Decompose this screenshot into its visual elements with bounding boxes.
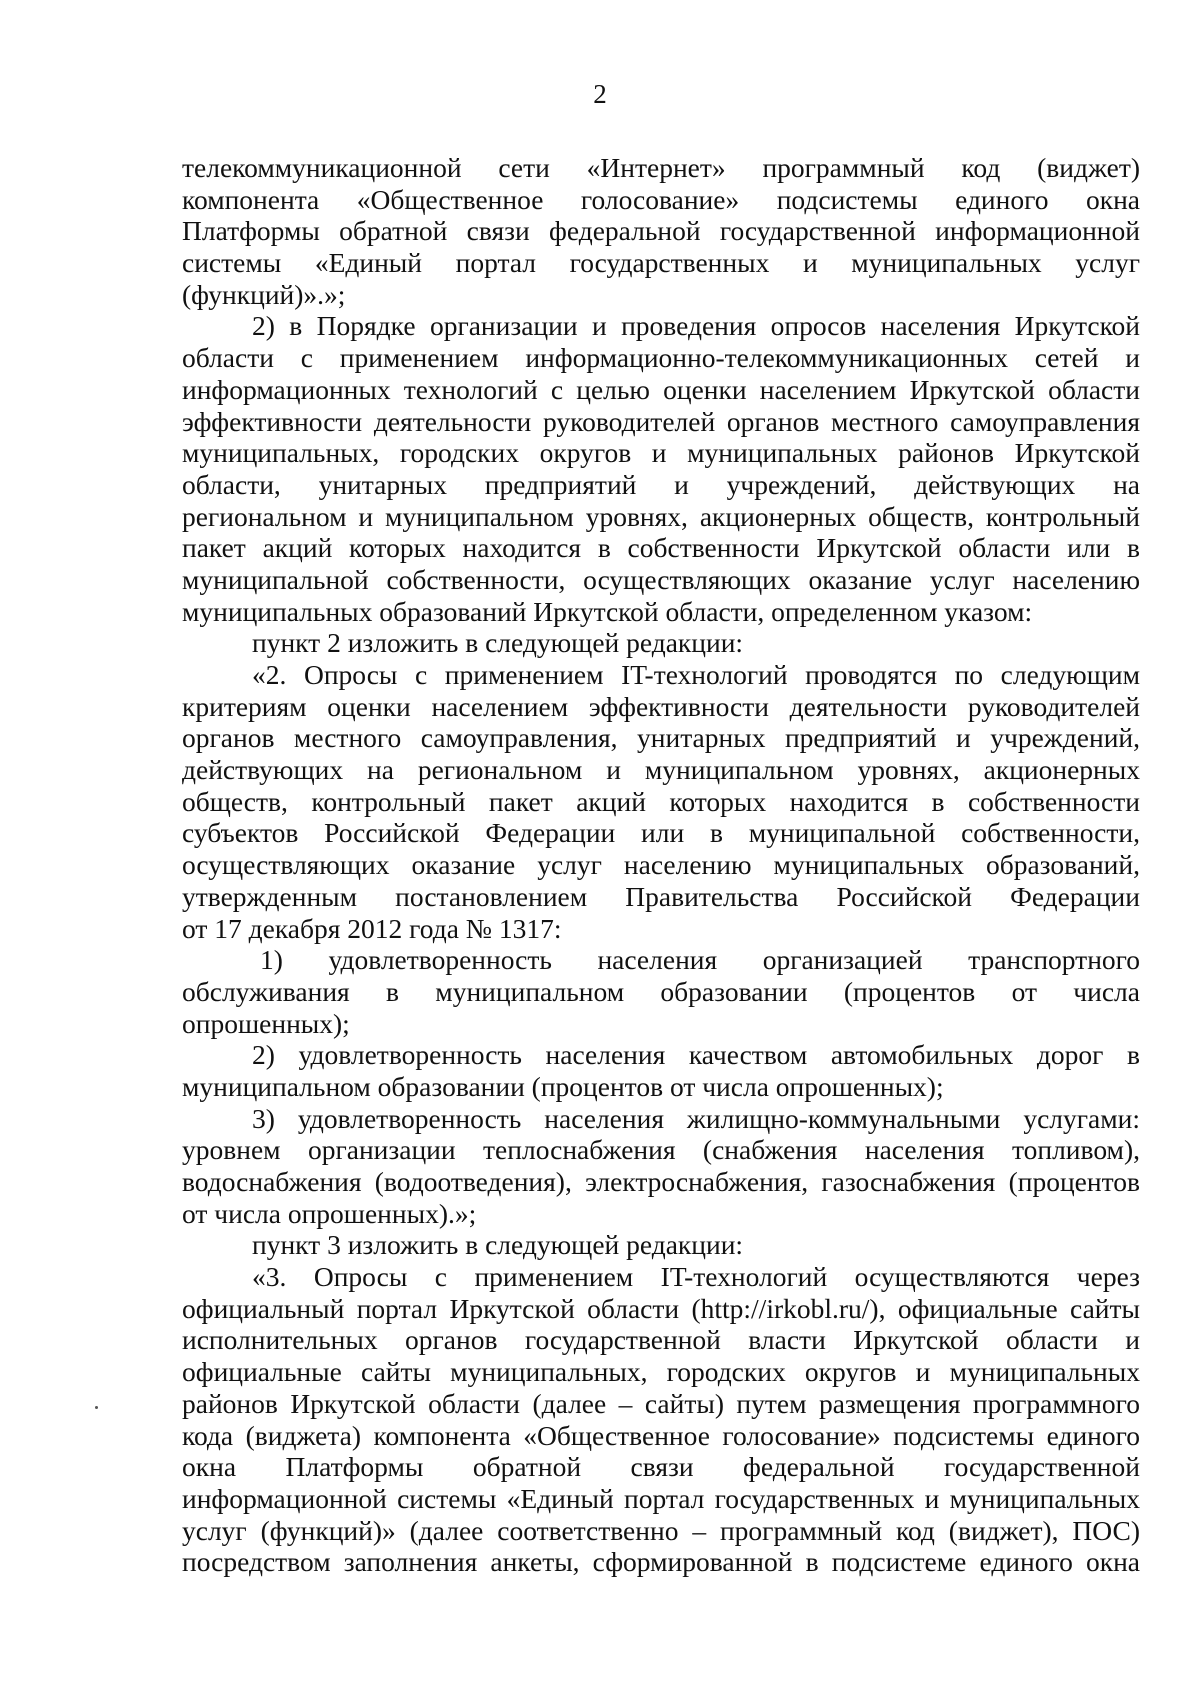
text-line: пункт 3 изложить в следующей редакции: [252, 1229, 744, 1261]
text-line: исполнительных органов государственной власти Иркутской области и [182, 1324, 1140, 1356]
text-line: окна Платформы обратной связи федеральной государственной [182, 1451, 1140, 1483]
text-line: услуг (функций)» (далее соответственно – программный код (виджет), ПОС) [182, 1514, 1140, 1546]
text-line: компонента «Общественное голосование» подсистемы единого окна [182, 183, 1140, 215]
text-line: осуществляющих оказание услуг населению муниципальных образований, [182, 849, 1140, 881]
text-line: области, унитарных предприятий и учреждений, действующих на [182, 468, 1140, 500]
text-line: органов местного самоуправления, унитарных предприятий и учреждений, [182, 722, 1140, 754]
text-line: (функций)».»; [182, 278, 346, 310]
text-line: 1) удовлетворенность населения организацией транспортного [260, 944, 1140, 976]
text-line: районов Иркутской области (далее – сайты) путем размещения программного [182, 1387, 1140, 1419]
text-line: «3. Опросы с применением IT-технологий осуществляются через [252, 1261, 1140, 1293]
text-line: 3) удовлетворенность населения жилищно-коммунальными услугами: [252, 1102, 1140, 1134]
text-line: 2) в Порядке организации и проведения опросов населения Иркутской [252, 310, 1140, 342]
text-line: обществ, контрольный пакет акций которых находится в собственности [182, 785, 1140, 817]
text-line: информационной системы «Единый портал государственных и муниципальных [182, 1482, 1140, 1514]
text-line: муниципальной собственности, осуществляющих оказание услуг населению [182, 563, 1140, 595]
text-line: 2) удовлетворенность населения качеством автомобильных дорог в [252, 1039, 1140, 1071]
text-line: Платформы обратной связи федеральной государственной информационной [182, 215, 1140, 247]
text-line: региональном и муниципальном уровнях, акционерных обществ, контрольный [182, 500, 1140, 532]
text-line: утвержденным постановлением Правительства Российской Федерации [182, 880, 1140, 912]
text-line: кода (виджета) компонента «Общественное голосование» подсистемы единого [182, 1419, 1140, 1451]
text-line: от 17 декабря 2012 года № 1317: [182, 912, 562, 944]
text-line: уровнем организации теплоснабжения (снабжения населения топливом), [182, 1134, 1140, 1166]
text-line: субъектов Российской Федерации или в муниципальной собственности, [182, 817, 1140, 849]
text-line: официальный портал Иркутской области (http://irkobl.ru/), официальные сайты [182, 1292, 1140, 1324]
text-line: обслуживания в муниципальном образовании (процентов от числа [182, 975, 1140, 1007]
text-line: «2. Опросы с применением IT-технологий проводятся по следующим [252, 659, 1140, 690]
scan-speck [95, 1406, 98, 1409]
text-line: эффективности деятельности руководителей органов местного самоуправления [182, 405, 1140, 437]
text-line: опрошенных); [182, 1007, 350, 1039]
text-line: муниципальных образований Иркутской области, определенном указом: [182, 595, 1033, 627]
text-line: муниципальном образовании (процентов от числа опрошенных); [182, 1070, 944, 1102]
text-line: официальные сайты муниципальных, городских округов и муниципальных [182, 1356, 1140, 1388]
text-line: критериям оценки населением эффективности деятельности руководителей [182, 690, 1140, 722]
document-body [182, 152, 1140, 1578]
text-line: телекоммуникационной сети «Интернет» программный код (виджет) [182, 152, 1140, 183]
text-line: пункт 2 изложить в следующей редакции: [252, 627, 744, 659]
text-line: от числа опрошенных).»; [182, 1197, 477, 1229]
text-line: водоснабжения (водоотведения), электроснабжения, газоснабжения (процентов [182, 1166, 1140, 1197]
page-number: 2 [593, 79, 607, 109]
text-line: системы «Единый портал государственных и муниципальных услуг [182, 247, 1140, 279]
text-line: области с применением информационно-телекоммуникационных сетей и [182, 342, 1140, 374]
text-line: пакет акций которых находится в собственности Иркутской области или в [182, 532, 1140, 564]
text-line: действующих на региональном и муниципальном уровнях, акционерных [182, 754, 1140, 786]
text-line: посредством заполнения анкеты, сформированной в подсистеме единого окна [182, 1546, 1140, 1578]
text-line: информационных технологий с целью оценки населением Иркутской области [182, 373, 1140, 405]
text-line: муниципальных, городских округов и муниципальных районов Иркутской [182, 437, 1140, 469]
